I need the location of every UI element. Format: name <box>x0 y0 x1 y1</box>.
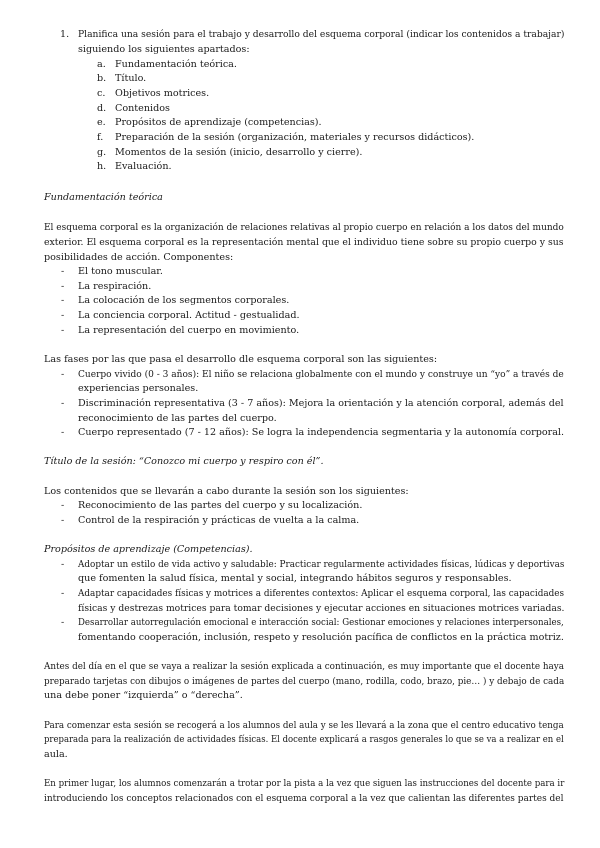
list-item-continuation: experiencias personales. <box>78 383 199 394</box>
list-item-continuation: reconocimiento de las partes del cuerpo. <box>78 413 277 424</box>
list-bullet: - <box>61 266 65 277</box>
list-bullet: - <box>61 281 65 292</box>
task-number: 1. <box>60 29 70 40</box>
list-item-letter: c. <box>97 88 106 99</box>
list-item: La respiración. <box>78 281 152 292</box>
list-item-letter: d. <box>97 103 107 114</box>
list-bullet: - <box>61 559 65 570</box>
list-bullet: - <box>61 588 65 599</box>
list-item: Evaluación. <box>115 161 172 172</box>
list-bullet: - <box>61 310 65 321</box>
paragraph-line: introduciendo los conceptos relacionados con el esquema corporal a la vez que calientan las diferentes partes del <box>44 793 564 804</box>
list-item-letter: b. <box>97 73 107 84</box>
section-heading-propositos: Propósitos de aprendizaje (Competencias). <box>44 544 253 555</box>
list-item-letter: g. <box>97 147 107 158</box>
list-item-letter: e. <box>97 117 106 128</box>
paragraph-line: Para comenzar esta sesión se recogerá a los alumnos del aula y se les llevará a la zona que el centro educativo tenga <box>44 720 564 731</box>
list-item: La representación del cuerpo en movimiento. <box>78 325 300 336</box>
list-item-letter: f. <box>97 132 104 143</box>
paragraph-line: Las fases por las que pasa el desarrollo dle esquema corporal son las siguientes: <box>44 354 438 365</box>
paragraph-line: posibilidades de acción. Componentes: <box>44 252 234 263</box>
list-item-continuation: físicas y destrezas motrices para tomar decisiones y ejecutar acciones en situaciones motrices variadas. <box>78 603 565 614</box>
paragraph-line: Los contenidos que se llevarán a cabo durante la sesión son los siguientes: <box>44 486 409 497</box>
paragraph-line: preparada para la realización de actividades físicas. El docente explicará a rasgos generales lo que se va a realizar en el <box>44 734 564 745</box>
list-bullet: - <box>61 617 65 628</box>
list-item: Momentos de la sesión (inicio, desarrollo y cierre). <box>115 147 363 158</box>
list-item: Adaptar capacidades físicas y motrices a diferentes contextos: Aplicar el esquema corporal, las capacidades <box>78 588 565 599</box>
paragraph-line: exterior. El esquema corporal es la representación mental que el individuo tiene sobre su propio cuerpo y sus <box>44 237 564 248</box>
list-item: Preparación de la sesión (organización, materiales y recursos didácticos). <box>115 132 475 143</box>
list-item: Adoptar un estilo de vida activo y saludable: Practicar regularmente actividades físicas, lúdicas y deportivas <box>78 559 565 570</box>
list-item: Fundamentación teórica. <box>115 59 237 70</box>
list-item: Objetivos motrices. <box>115 88 210 99</box>
list-item: Discriminación representativa (3 - 7 años): Mejora la orientación y la atención corporal, además del <box>78 398 564 409</box>
list-item: El tono muscular. <box>78 266 163 277</box>
list-bullet: - <box>61 295 65 306</box>
list-item: Cuerpo representado (7 - 12 años): Se logra la independencia segmentaria y la autonomía corporal. <box>78 427 565 438</box>
list-item: Título. <box>115 73 147 84</box>
list-item: La colocación de los segmentos corporales. <box>78 295 290 306</box>
list-item: Reconocimiento de las partes del cuerpo y su localización. <box>78 500 363 511</box>
paragraph-line: preparado tarjetas con dibujos o imágenes de partes del cuerpo (mano, rodilla, codo, brazo, pie… ) y debajo de cada <box>44 676 565 687</box>
list-item: Propósitos de aprendizaje (competencias). <box>115 117 322 128</box>
paragraph-line: aula. <box>44 749 68 760</box>
list-bullet: - <box>61 369 65 380</box>
list-bullet: - <box>61 398 65 409</box>
list-bullet: - <box>61 325 65 336</box>
paragraph-line: Antes del día en el que se vaya a realizar la sesión explicada a continuación, es muy importante que el docente haya <box>44 661 564 672</box>
section-heading-titulo: Título de la sesión: “Conozco mi cuerpo y respiro con él”. <box>44 456 324 467</box>
list-item: Desarrollar autorregulación emocional e interacción social: Gestionar emociones y relaciones interpersonales, <box>78 617 564 628</box>
list-item-letter: h. <box>97 161 107 172</box>
task-text-line-1: Planifica una sesión para el trabajo y desarrollo del esquema corporal (indicar los contenidos a trabajar) <box>78 29 565 40</box>
list-item-continuation: fomentando cooperación, inclusión, respeto y resolución pacífica de conflictos en la práctica motriz. <box>78 632 564 643</box>
list-bullet: - <box>61 515 65 526</box>
list-item-continuation: que fomenten la salud física, mental y social, integrando hábitos seguros y responsables. <box>78 573 512 584</box>
paragraph-line: En primer lugar, los alumnos comenzarán a trotar por la pista a la vez que siguen las instrucciones del docente para ir <box>44 778 565 789</box>
section-heading-fundamentacion: Fundamentación teórica <box>44 192 163 203</box>
list-item: La conciencia corporal. Actitud - gestualidad. <box>78 310 300 321</box>
paragraph-line: El esquema corporal es la organización de relaciones relativas al propio cuerpo en relación a los datos del mundo <box>44 222 564 233</box>
task-text-line-2: siguiendo los siguientes apartados: <box>78 44 250 55</box>
list-item: Contenidos <box>115 103 170 114</box>
list-bullet: - <box>61 427 65 438</box>
paragraph-line: una debe poner “izquierda” o “derecha”. <box>44 690 243 701</box>
list-item: Cuerpo vivido (0 - 3 años): El niño se relaciona globalmente con el mundo y construye un “yo” a través de <box>78 369 564 380</box>
list-item-letter: a. <box>97 59 106 70</box>
list-item: Control de la respiración y prácticas de vuelta a la calma. <box>78 515 360 526</box>
list-bullet: - <box>61 500 65 511</box>
